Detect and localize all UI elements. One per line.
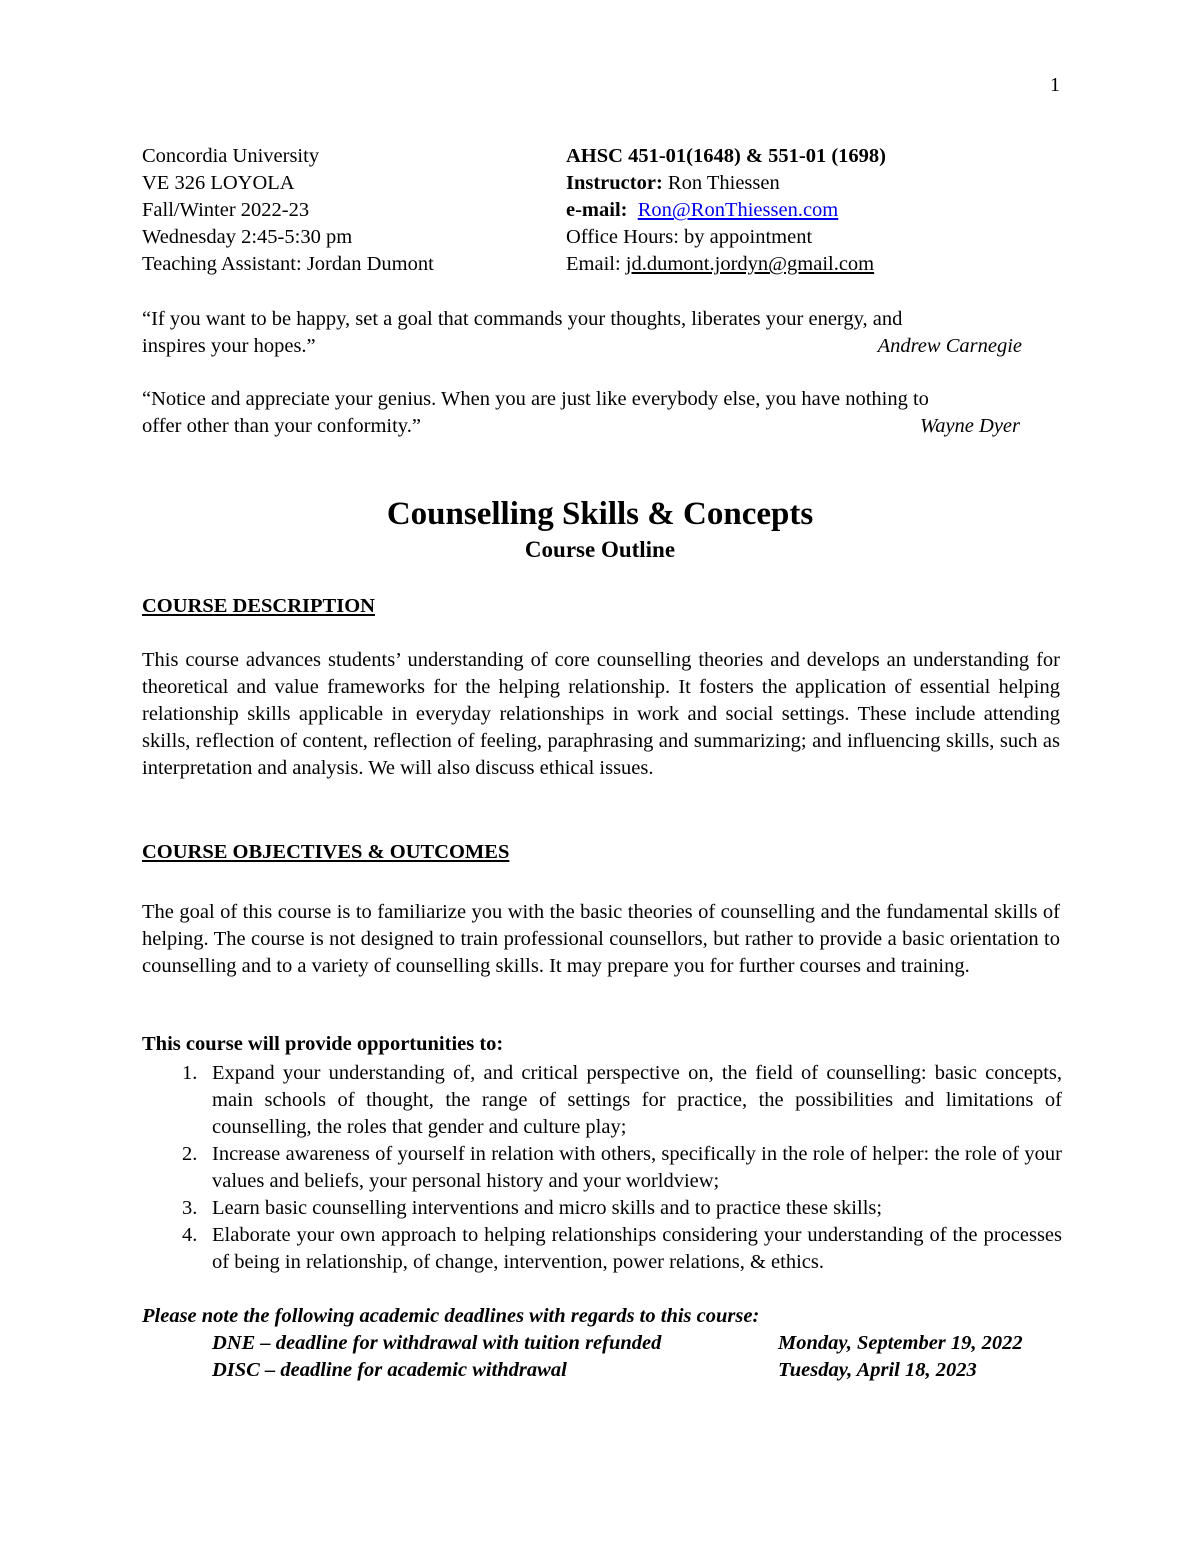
page-subtitle: Course Outline xyxy=(524,537,676,562)
deadline-label: DISC – deadline for academic withdrawal xyxy=(212,1359,567,1381)
list-item-number: 3. xyxy=(182,1197,198,1219)
instructor-email-line xyxy=(566,197,1062,224)
term: Fall/Winter 2022-23 xyxy=(142,199,310,221)
academic-deadlines xyxy=(142,1303,1062,1384)
quote-line: “If you want to be happy, set a goal that commands your thoughts, liberates your energy, and xyxy=(142,308,903,330)
quote-line: inspires your hopes.” xyxy=(142,335,316,357)
deadline-date: Monday, September 19, 2022 xyxy=(778,1332,1023,1354)
objectives-heading: COURSE OBJECTIVES & OUTCOMES xyxy=(142,841,510,863)
university-name: Concordia University xyxy=(142,145,320,167)
deadline-date: Tuesday, April 18, 2023 xyxy=(778,1359,977,1381)
instructor-email-link[interactable]: Ron@RonThiessen.com xyxy=(637,199,839,221)
list-item-text: Expand your understanding of, and critical perspective on, the field of counselling: basic concepts, main schools of thought, the range of settings for practice, the possibilities and limitations of counselling, the roles that gender and culture play; xyxy=(212,1062,1062,1138)
list-item xyxy=(142,1222,1062,1276)
objectives-list-intro: This course will provide opportunities to: xyxy=(142,1033,504,1055)
deadline-label: DNE – deadline for withdrawal with tuition refunded xyxy=(212,1332,662,1354)
course-code: AHSC 451-01(1648) & 551-01 (1698) xyxy=(566,145,886,167)
quote-dyer xyxy=(142,386,1022,440)
course-description-heading: COURSE DESCRIPTION xyxy=(142,595,375,617)
page-title: Counselling Skills & Concepts xyxy=(386,496,814,532)
list-item xyxy=(142,1060,1062,1141)
list-item-number: 2. xyxy=(182,1143,198,1165)
instructor-name: Ron Thiessen xyxy=(667,172,780,194)
list-item-text: Increase awareness of yourself in relation with others, specifically in the role of helper: the role of your values and beliefs, your personal history and your worldview; xyxy=(212,1143,1062,1192)
office-hours: Office Hours: by appointment xyxy=(566,226,813,248)
course-header xyxy=(142,143,1062,278)
deadlines-intro: Please note the following academic deadlines with regards to this course: xyxy=(142,1305,760,1327)
objectives-text: The goal of this course is to familiarize you with the basic theories of counselling and the fundamental skills of helping. The course is not designed to train professional counsellors, but rather to provide a basic orientation to counselling and to a variety of counselling skills. It may prepare you for further courses and training. xyxy=(142,901,1060,977)
list-item-number: 4. xyxy=(182,1224,198,1246)
objectives-list xyxy=(142,1060,1062,1276)
deadline-row xyxy=(142,1357,1062,1384)
ta-email-link[interactable]: jd.dumont.jordyn@gmail.com xyxy=(625,253,875,275)
quote-author: Andrew Carnegie xyxy=(877,335,1022,357)
instructor-label: Instructor: xyxy=(566,172,663,194)
class-time: Wednesday 2:45-5:30 pm xyxy=(142,226,353,248)
list-item xyxy=(142,1195,1062,1222)
list-item-text: Learn basic counselling interventions and micro skills and to practice these skills; xyxy=(212,1197,883,1219)
quote-line: offer other than your conformity.” xyxy=(142,415,421,437)
ta-email-label: Email: xyxy=(566,253,621,275)
instructor-line xyxy=(566,170,1062,197)
page-number: 1 xyxy=(1050,74,1060,96)
deadline-row xyxy=(142,1330,1062,1357)
list-item-text: Elaborate your own approach to helping relationships considering your understanding of the processes of being in relationship, of change, intervention, power relations, & ethics. xyxy=(212,1224,1062,1273)
course-description-text: This course advances students’ understanding of core counselling theories and develops an understanding for theoretical and value frameworks for the helping relationship. It fosters the application of essential helping relationship skills applicable in everyday relationships in work and social settings. These include attending skills, reflection of content, reflection of feeling, paraphrasing and summarizing; and influencing skills, such as interpretation and analysis. We will also discuss ethical issues. xyxy=(142,649,1060,779)
quote-line: “Notice and appreciate your genius. When you are just like everybody else, you have nothing to xyxy=(142,388,929,410)
teaching-assistant: Teaching Assistant: Jordan Dumont xyxy=(142,253,434,275)
classroom: VE 326 LOYOLA xyxy=(142,172,295,194)
quote-author: Wayne Dyer xyxy=(920,415,1020,437)
ta-email-line xyxy=(566,251,1062,278)
list-item-number: 1. xyxy=(182,1062,198,1084)
list-item xyxy=(142,1141,1062,1195)
quote-carnegie xyxy=(142,306,1022,360)
email-label: e-mail: xyxy=(566,199,628,221)
